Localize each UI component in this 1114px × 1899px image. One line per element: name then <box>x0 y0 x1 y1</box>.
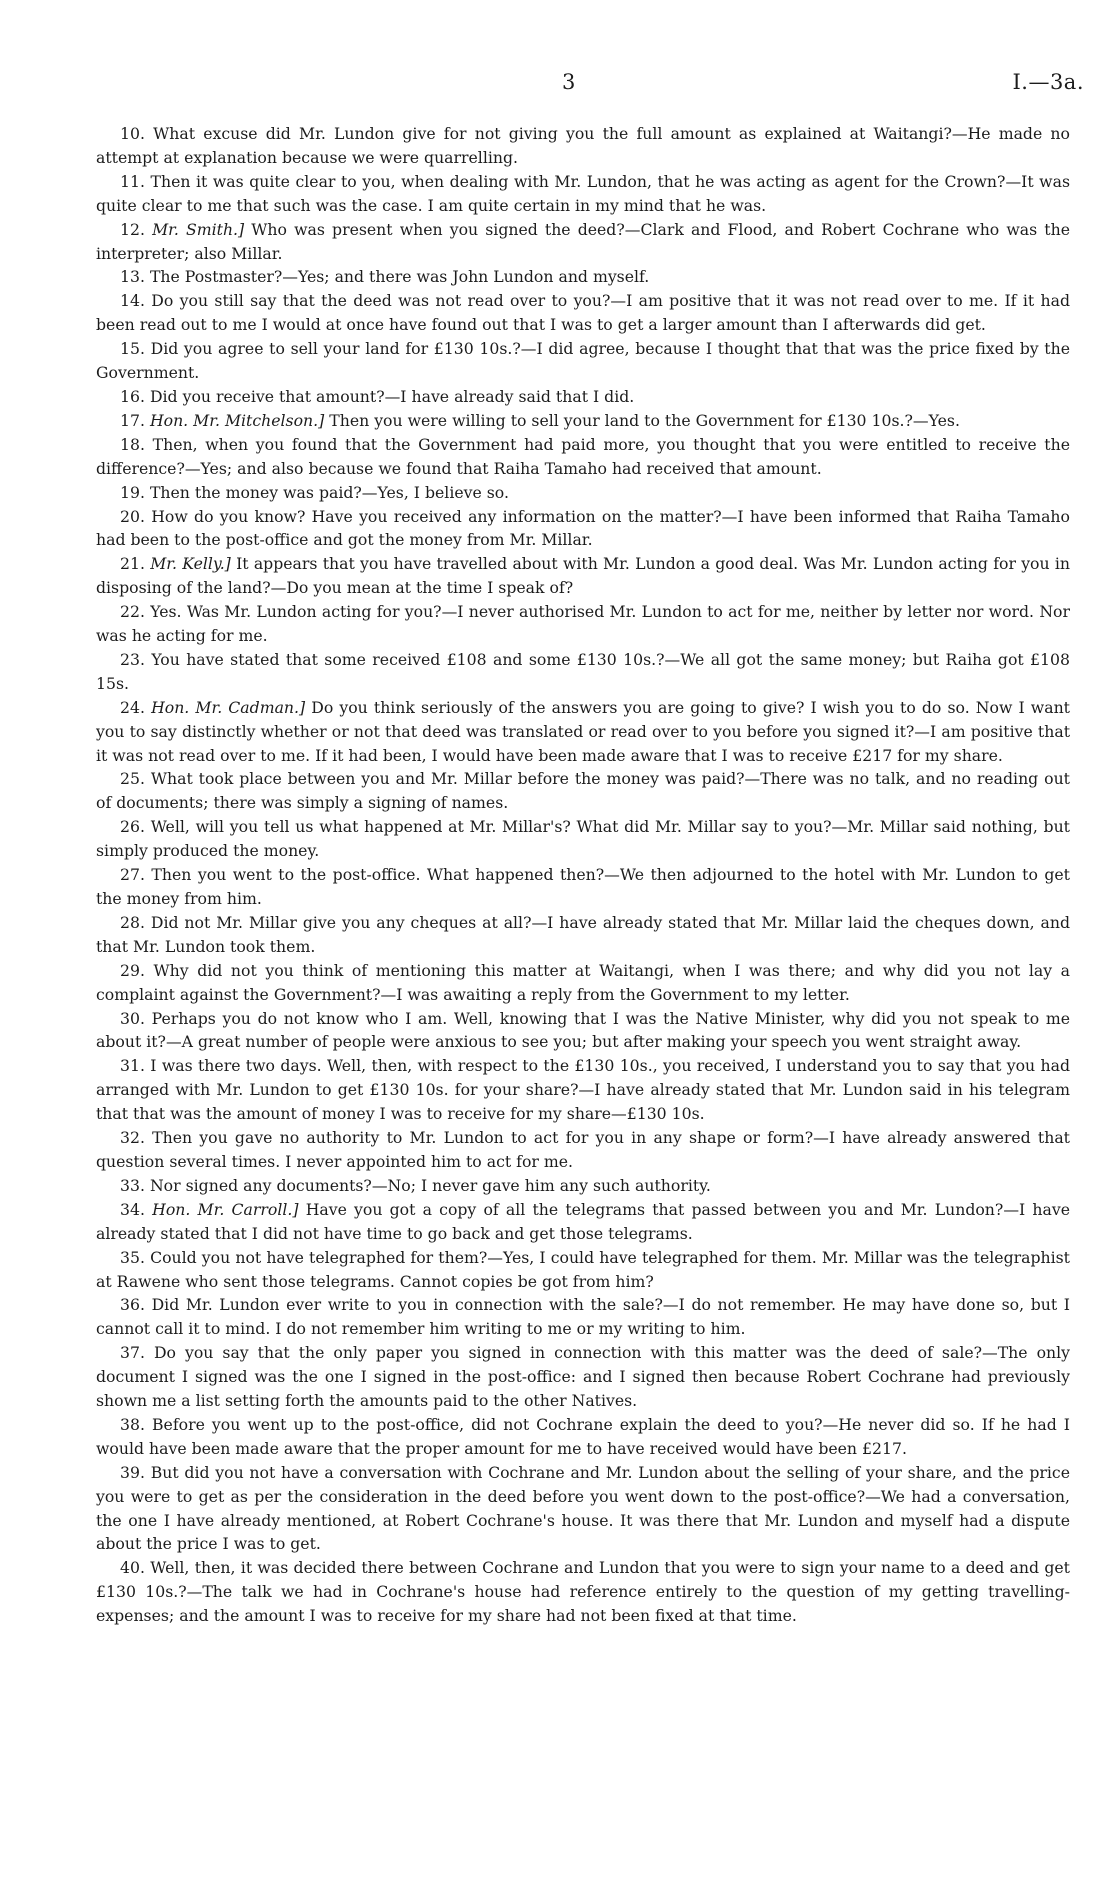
question-number: 13. <box>120 267 145 287</box>
testimony-paragraph <box>96 481 1070 505</box>
question-answer-text: It appears that you have travelled about with Mr. Lundon a good deal. Was Mr. Lundon acting for you in disposing of the land?—Do you mean at the time I speak of? <box>96 554 1070 598</box>
question-answer-text: Could you not have telegraphed for them?—Yes, I could have telegraphed for them. Mr. Millar was the telegraphist at Rawene who sent those telegrams. Cannot copies be got from him? <box>96 1247 1070 1291</box>
question-answer-text: What took place between you and Mr. Millar before the money was paid?—There was no talk, and no reading out of documents; there was simply a signing of names. <box>96 769 1070 813</box>
question-number: 10. <box>120 124 145 143</box>
testimony-paragraph <box>96 1126 1070 1174</box>
question-answer-text: Do you think seriously of the answers you are going to give? I wish you to do so. Now I want you to say distinctly whether or not that deed was translated or read over to you before you signed it?—I am positive that it was not read over to me. If it had been, I would have been made aware that I was to receive £217 for my share. <box>96 697 1070 765</box>
question-answer-text: What excuse did Mr. Lundon give for not giving you the full amount as explained at Waitangi?—He made no attempt at explanation because we were quarrelling. <box>96 124 1070 167</box>
question-number: 32. <box>120 1128 145 1148</box>
question-number: 17. <box>120 410 145 430</box>
question-number: 14. <box>120 291 145 311</box>
question-number: 38. <box>120 1414 145 1434</box>
testimony-paragraph <box>96 385 1070 409</box>
testimony-paragraph <box>96 1413 1070 1461</box>
question-number: 35. <box>120 1247 145 1267</box>
page-header <box>0 70 1114 96</box>
testimony-paragraph <box>96 170 1070 218</box>
testimony-paragraph <box>96 648 1070 696</box>
question-number: 24. <box>120 697 145 717</box>
question-answer-text: The Postmaster?—Yes; and there was John Lundon and myself. <box>149 267 650 287</box>
question-answer-text: Well, then, it was decided there between Cochrane and Lundon that you were to sign your name to a deed and get £130 10s.?—The talk we had in Cochrane's house had reference entirely to the question of my getting travelling-expenses; and the amount I was to receive for my share had not been fixed at that time. <box>96 1558 1070 1626</box>
question-number: 30. <box>120 1008 145 1028</box>
testimony-paragraph <box>96 1198 1070 1246</box>
testimony-paragraph <box>96 433 1070 481</box>
question-number: 26. <box>120 817 145 837</box>
document-reference: I.—3a. <box>1012 70 1084 94</box>
testimony-paragraph <box>96 505 1070 553</box>
question-answer-text: You have stated that some received £108 and some £130 10s.?—We all got the same money; but Raiha got £108 15s. <box>96 649 1070 693</box>
question-number: 39. <box>120 1462 145 1482</box>
question-number: 27. <box>120 865 145 885</box>
question-answer-text: Did not Mr. Millar give you any cheques at all?—I have already stated that Mr. Millar laid the cheques down, and that Mr. Lundon took them. <box>96 912 1070 956</box>
question-answer-text: Did you receive that amount?—I have already said that I did. <box>149 386 635 406</box>
question-number: 21. <box>120 554 145 574</box>
question-answer-text: Nor signed any documents?—No; I never gave him any such authority. <box>149 1175 711 1195</box>
question-number: 33. <box>120 1175 145 1195</box>
speaker-name: Mr. Smith.] <box>152 219 245 239</box>
question-number: 23. <box>120 649 145 669</box>
document-body <box>96 122 1070 1628</box>
page-number: 3 <box>562 70 576 94</box>
testimony-paragraph <box>96 218 1070 266</box>
testimony-paragraph <box>96 767 1070 815</box>
question-answer-text: Why did not you think of mentioning this matter at Waitangi, when I was there; and why did you not lay a complaint against the Government?—I was awaiting a reply from the Government to my letter. <box>96 960 1070 1004</box>
question-answer-text: Then it was quite clear to you, when dealing with Mr. Lundon, that he was acting as agent for the Crown?—It was quite clear to me that such was the case. I am quite certain in my mind that he was. <box>96 171 1070 215</box>
testimony-paragraph <box>96 600 1070 648</box>
speaker-name: Mr. Kelly.] <box>150 554 231 574</box>
testimony-paragraph <box>96 1341 1070 1413</box>
question-answer-text: Did Mr. Lundon ever write to you in connection with the sale?—I do not remember. He may have done so, but I cannot call it to mind. I do not remember him writing to me or my writing to him. <box>96 1295 1070 1339</box>
question-answer-text: Who was present when you signed the deed?—Clark and Flood, and Robert Cochrane who was the interpreter; also Millar. <box>96 219 1070 263</box>
testimony-paragraph <box>96 1461 1070 1557</box>
testimony-paragraph <box>96 289 1070 337</box>
testimony-paragraph <box>96 696 1070 768</box>
question-answer-text: Do you say that the only paper you signed in connection with this matter was the deed of sale?—The only document I signed was the one I signed in the post-office: and I signed then because Robert Cochrane had previously shown me a list setting forth the amounts paid to the other Natives. <box>96 1343 1070 1411</box>
question-number: 29. <box>120 960 145 980</box>
testimony-paragraph <box>96 959 1070 1007</box>
question-answer-text: Perhaps you do not know who I am. Well, knowing that I was the Native Minister, why did you not speak to me about it?—A great number of people were anxious to see you; but after making your speech you went straight away. <box>96 1008 1070 1052</box>
question-answer-text: But did you not have a conversation with Cochrane and Mr. Lundon about the selling of your share, and the price you were to get as per the consideration in the deed before you went down to the post-office?—We had a conversation, the one I have already mentioned, at Robert Cochrane's house. It was there that Mr. Lundon and myself had a dispute about the price I was to get. <box>96 1462 1070 1554</box>
question-answer-text: Well, will you tell us what happened at Mr. Millar's? What did Mr. Millar say to you?—Mr. Millar said nothing, but simply produced the money. <box>96 817 1070 861</box>
question-number: 11. <box>120 171 145 191</box>
question-answer-text: Then you were willing to sell your land to the Government for £130 10s.?—Yes. <box>329 410 960 430</box>
question-answer-text: Then the money was paid?—Yes, I believe so. <box>149 482 509 502</box>
question-answer-text: Did you agree to sell your land for £130 10s.?—I did agree, because I thought that that was the price fixed by the Government. <box>96 339 1070 383</box>
question-answer-text: Yes. Was Mr. Lundon acting for you?—I never authorised Mr. Lundon to act for me, neither by letter nor word. Nor was he acting for me. <box>96 602 1070 646</box>
question-number: 40. <box>120 1558 145 1578</box>
question-number: 25. <box>120 769 145 789</box>
question-number: 12. <box>120 219 145 239</box>
testimony-paragraph <box>96 1054 1070 1126</box>
testimony-paragraph <box>96 552 1070 600</box>
testimony-paragraph <box>96 1293 1070 1341</box>
question-number: 15. <box>120 339 145 359</box>
question-answer-text: Then, when you found that the Government had paid more, you thought that you were entitled to receive the difference?—Yes; and also because we found that Raiha Tamaho had received that amount. <box>96 434 1070 478</box>
testimony-paragraph <box>96 863 1070 911</box>
question-answer-text: Have you got a copy of all the telegrams that passed between you and Mr. Lundon?—I have already stated that I did not have time to go back and get those telegrams. <box>96 1199 1070 1243</box>
testimony-paragraph <box>96 265 1070 289</box>
question-number: 34. <box>120 1199 145 1219</box>
question-number: 36. <box>120 1295 145 1315</box>
speaker-name: Hon. Mr. Cadman.] <box>151 697 306 717</box>
question-answer-text: Then you gave no authority to Mr. Lundon to act for you in any shape or form?—I have already answered that question several times. I never appointed him to act for me. <box>96 1128 1070 1171</box>
testimony-paragraph <box>96 337 1070 385</box>
question-number: 22. <box>120 602 145 622</box>
testimony-paragraph <box>96 1556 1070 1628</box>
question-number: 31. <box>120 1056 145 1076</box>
question-number: 37. <box>120 1343 145 1363</box>
question-answer-text: How do you know? Have you received any information on the matter?—I have been informed that Raiha Tamaho had been to the post-office and got the money from Mr. Millar. <box>96 506 1070 550</box>
question-number: 18. <box>120 434 145 454</box>
speaker-name: Hon. Mr. Carroll.] <box>152 1199 299 1219</box>
testimony-paragraph <box>96 409 1070 433</box>
testimony-paragraph <box>96 122 1070 170</box>
testimony-paragraph <box>96 1174 1070 1198</box>
speaker-name: Hon. Mr. Mitchelson.] <box>149 410 325 430</box>
question-answer-text: I was there two days. Well, then, with respect to the £130 10s., you received, I understand you to say that you had arranged with Mr. Lundon to get £130 10s. for your share?—I have already stated that Mr. Lundon said in his telegram that that was the amount of money I was to receive for my share—£130 10s. <box>96 1056 1070 1124</box>
question-number: 19. <box>120 482 145 502</box>
testimony-paragraph <box>96 1246 1070 1294</box>
question-answer-text: Then you went to the post-office. What happened then?—We then adjourned to the hotel with Mr. Lundon to get the money from him. <box>96 865 1070 908</box>
testimony-paragraph <box>96 911 1070 959</box>
testimony-paragraph <box>96 815 1070 863</box>
question-number: 28. <box>120 912 145 932</box>
question-answer-text: Do you still say that the deed was not read over to you?—I am positive that it was not read over to me. If it had been read out to me I would at once have found out that I was to get a larger amount than I afterwards did get. <box>96 291 1070 335</box>
question-answer-text: Before you went up to the post-office, did not Cochrane explain the deed to you?—He never did so. If he had I would have been made aware that the proper amount for me to have received would have been £217. <box>96 1414 1070 1458</box>
question-number: 20. <box>120 506 145 526</box>
testimony-paragraph <box>96 1007 1070 1055</box>
question-number: 16. <box>120 386 145 406</box>
